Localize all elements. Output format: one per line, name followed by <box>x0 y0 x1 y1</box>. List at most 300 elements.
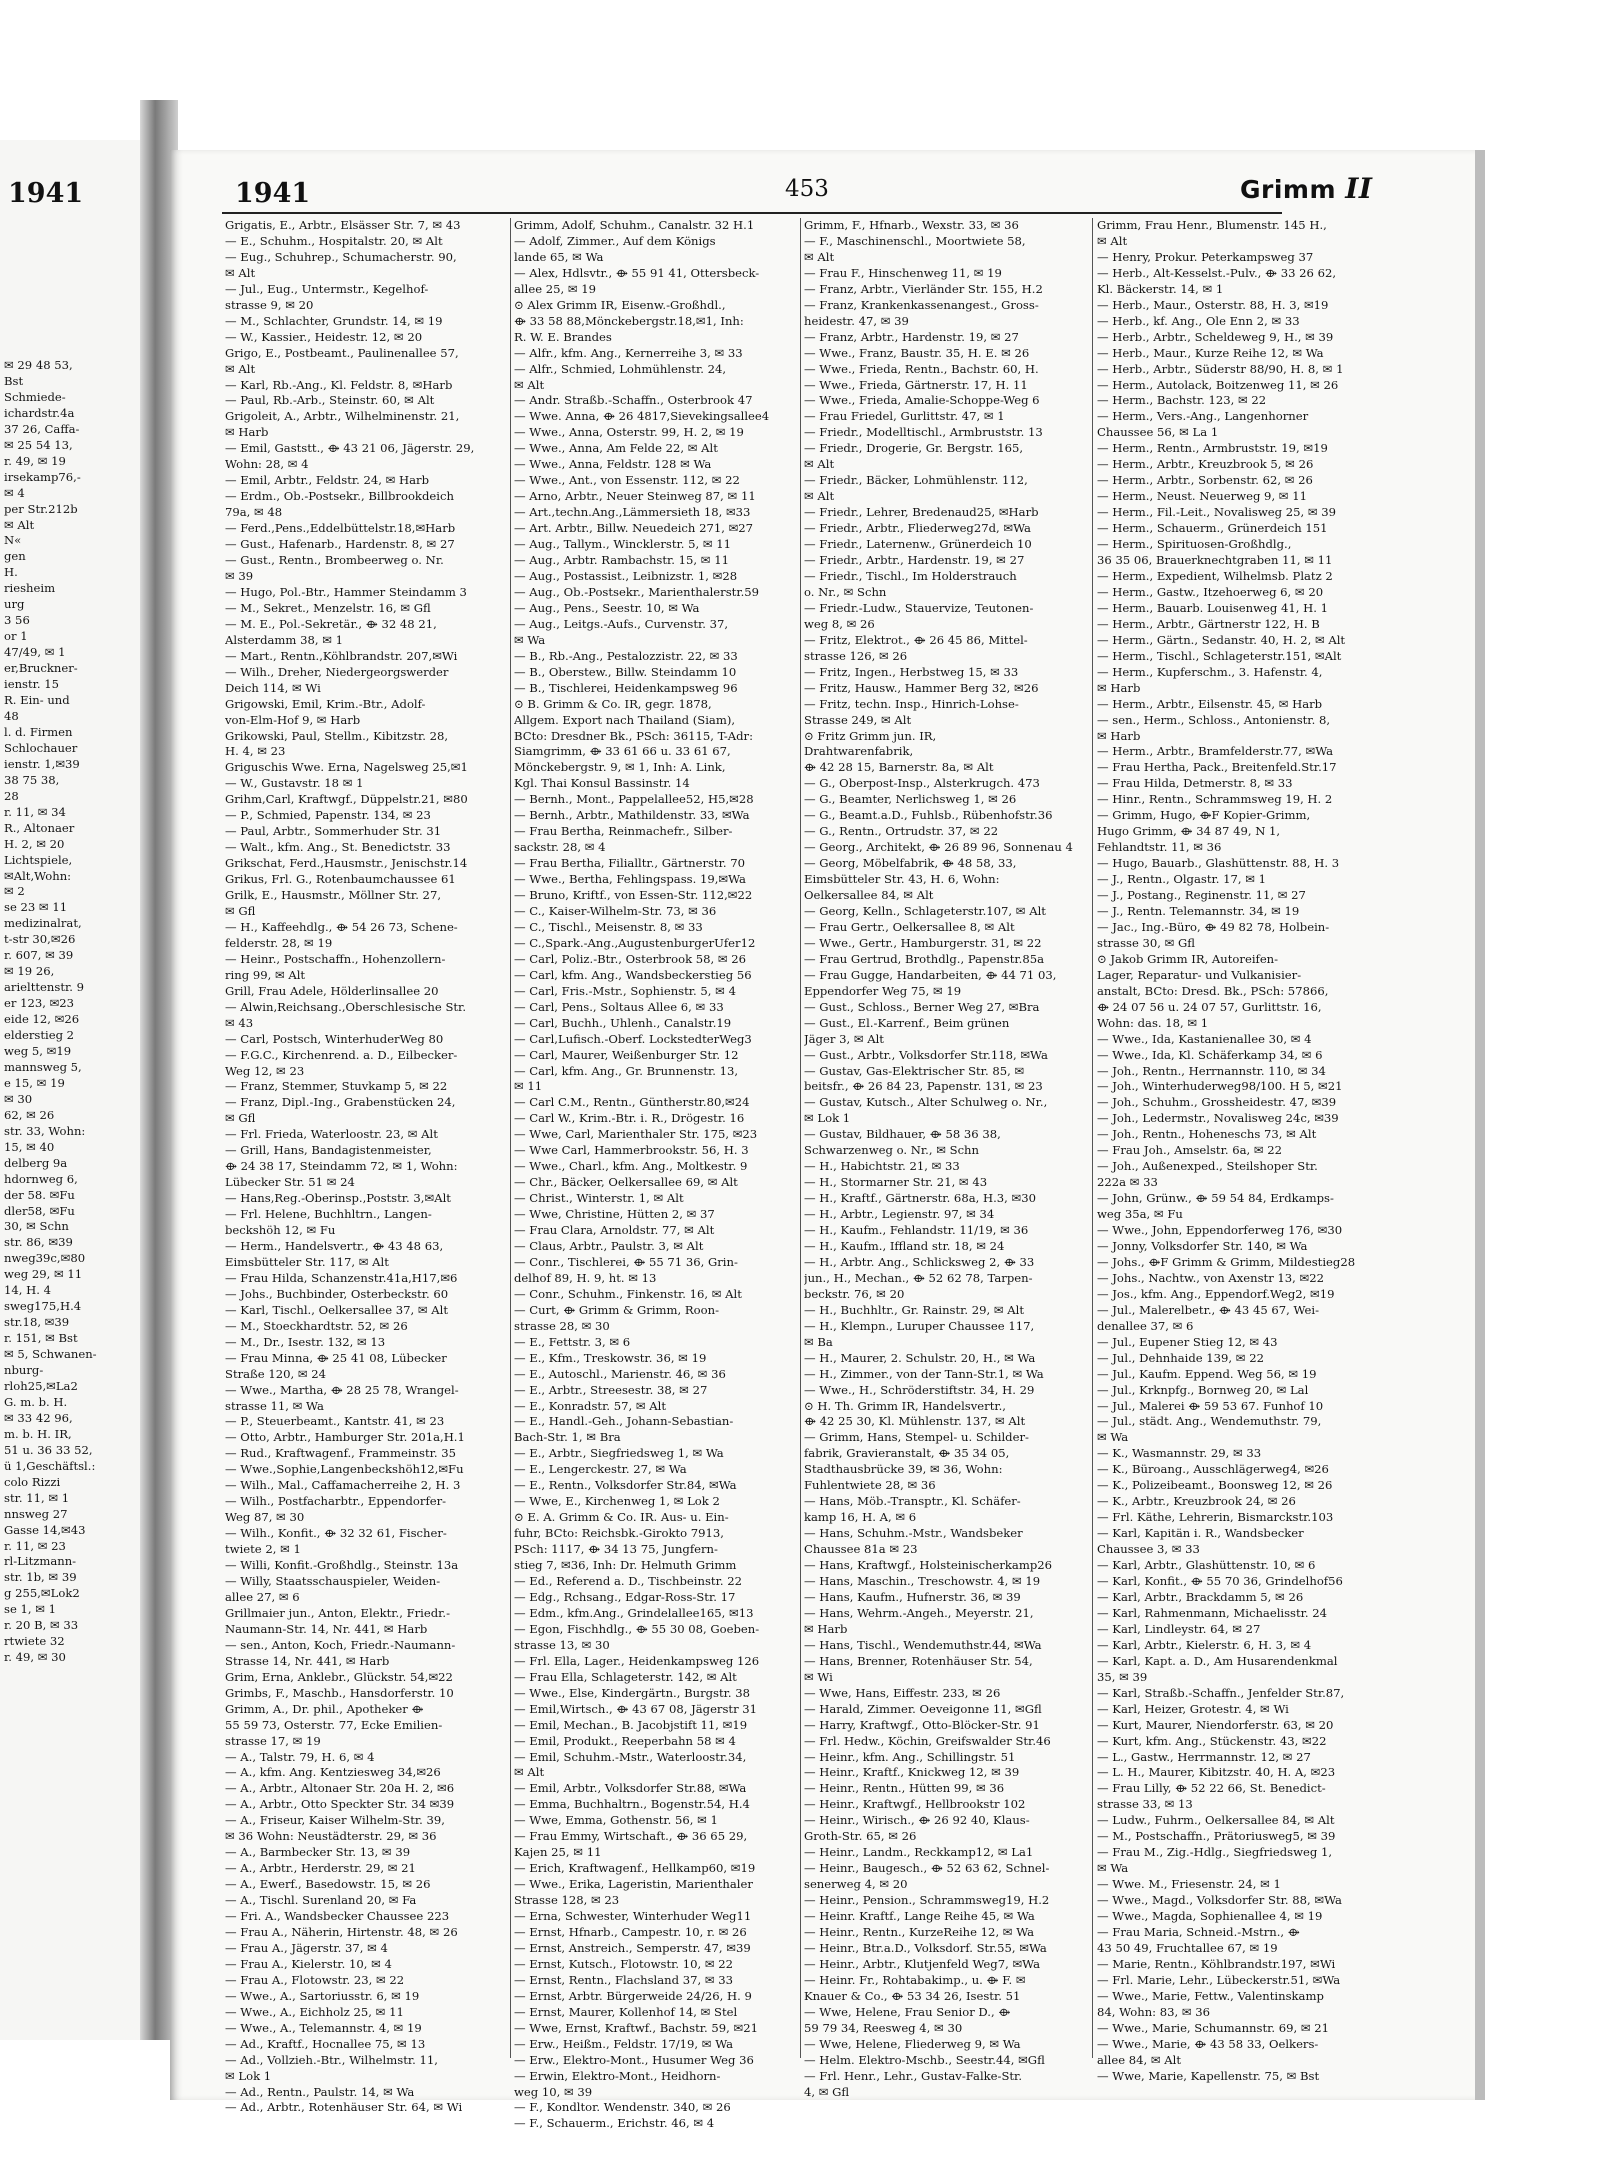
directory-entry-line: — Wwe, E., Kirchenweg 1, ✉ Lok 2 <box>514 1494 720 1509</box>
directory-entry-line: Bach-Str. 1, ✉ Bra <box>514 1430 621 1445</box>
directory-entry-line: — Frl. Ella, Lager., Heidenkampsweg 126 <box>514 1653 760 1668</box>
directory-entry-line: R. W. E. Brandes <box>514 329 612 344</box>
directory-entry-line: — Harry, Kraftwgf., Otto-Blöcker-Str. 91 <box>804 1717 1040 1732</box>
directory-entry-line: — Wwe, Carl, Marienthaler Str. 175, ✉23 <box>514 1127 758 1142</box>
page-edge <box>1475 150 1485 2100</box>
directory-entry-line: — Frau Hertha, Pack., Breitenfeld.Str.17 <box>1097 760 1337 775</box>
directory-entry-line: ✉ Ba <box>804 1334 833 1349</box>
directory-entry-line: — Jul., Eupener Stieg 12, ✉ 43 <box>1097 1334 1278 1349</box>
directory-entry-line: — Wwe, Ernst, Kraftwf., Bachstr. 59, ✉21 <box>514 2020 758 2035</box>
directory-entry-line: Weg 87, ✉ 30 <box>225 1510 305 1525</box>
directory-entry-line: — Hugo, Bauarb., Glashüttenstr. 88, H. 3 <box>1097 856 1340 871</box>
directory-entry-line: — Georg, Möbelfabrik, ⟴ 48 58, 33, <box>804 856 1017 871</box>
directory-entry-line: ✉ Gfl <box>225 1111 256 1126</box>
directory-entry-line: — Frau A., Jägerstr. 37, ✉ 4 <box>225 1940 388 1955</box>
directory-entry-line: — Wwe., Frieda, Rentn., Bachstr. 60, H. <box>804 361 1039 376</box>
directory-entry-line: — E., Arbtr., Streesestr. 38, ✉ 27 <box>514 1382 708 1397</box>
directory-entry-line: — Friedr., Modelltischl., Armbruststr. 13 <box>804 425 1043 440</box>
directory-entry-line: 84, Wohn: 83, ✉ 36 <box>1097 2004 1211 2019</box>
directory-entry-line: — Joh., Schuhm., Grossheidestr. 47, ✉39 <box>1097 1095 1337 1110</box>
directory-entry-line: — Jonny, Volksdorfer Str. 140, ✉ Wa <box>1097 1239 1308 1253</box>
directory-entry-line: Eimsbütteler Str. 117, ✉ Alt <box>225 1254 389 1269</box>
directory-entry-line: 36 35 06, Brauerknechtgraben 11, ✉ 11 <box>1097 553 1333 568</box>
directory-entry-line: Grim, Erna, Anklebr., Glückstr. 54,✉22 <box>225 1669 453 1684</box>
directory-entry-line: — Herm., Arbtr., Kreuzbrook 5, ✉ 26 <box>1097 457 1314 472</box>
directory-entry-line: — Bernh., Mont., Pappelallee52, H5,✉28 <box>514 792 754 807</box>
directory-entry-line: H. 4, ✉ 23 <box>225 744 286 759</box>
directory-entry-line: Grikschat, Ferd.,Hausmstr., Jenischstr.14 <box>225 856 468 871</box>
directory-entry-line: — Alfr., kfm. Ang., Kernerreihe 3, ✉ 33 <box>514 345 743 360</box>
left-page-line: e 15, ✉ 19 <box>4 1075 65 1090</box>
left-page-line: er 123, ✉23 <box>4 996 75 1011</box>
directory-entry-line: — Ad., Vollzieh.-Btr., Wilhelmstr. 11, <box>225 2052 438 2067</box>
directory-entry-line: Strasse 128, ✉ 23 <box>514 1893 620 1908</box>
directory-entry-line: Grigoleit, A., Arbtr., Wilhelminenstr. 21, <box>225 409 460 424</box>
directory-entry-line: — H., Klempn., Luruper Chaussee 117, <box>804 1318 1035 1333</box>
directory-entry-line: — E., Fettstr. 3, ✉ 6 <box>514 1334 631 1349</box>
directory-entry-line: — Wwe., Frieda, Gärtnerstr. 17, H. 11 <box>804 377 1028 392</box>
left-page-line: r. 607, ✉ 39 <box>4 948 74 963</box>
directory-entry-line: — Jul., Dehnhaide 139, ✉ 22 <box>1097 1350 1264 1365</box>
directory-entry-line: — Wwe., Bertha, Fehlingspass. 19,✉Wa <box>514 872 746 887</box>
left-page-line: hdornweg 6, <box>4 1171 78 1186</box>
directory-entry-line: — A., Ewerf., Basedowstr. 15, ✉ 26 <box>225 1877 431 1892</box>
left-page-line: N« <box>4 533 22 548</box>
directory-entry-line: — Johs., Buchbinder, Osterbeckstr. 60 <box>225 1286 449 1301</box>
directory-entry-line: Strasse 249, ✉ Alt <box>804 712 912 727</box>
directory-entry-line: sackstr. 28, ✉ 4 <box>514 840 606 855</box>
directory-entry-line: ⟴ 33 58 88,Mönckebergstr.18,✉1, Inh: <box>514 313 744 328</box>
left-page-line: ✉Alt,Wohn: <box>4 868 72 883</box>
directory-entry-line: felderstr. 28, ✉ 19 <box>225 935 333 950</box>
directory-entry-line: — Wwe., Ant., von Essenstr. 112, ✉ 22 <box>514 473 740 488</box>
directory-entry-line: — K., Arbtr., Kreuzbrook 24, ✉ 26 <box>1097 1494 1296 1509</box>
directory-entry-line: — Carl, kfm. Ang., Gr. Brunnenstr. 13, <box>514 1063 739 1078</box>
directory-entry-line: — Gustav, Bildhauer, ⟴ 58 36 38, <box>804 1127 1001 1142</box>
directory-entry-line: — Erw., Heißm., Feldstr. 17/19, ✉ Wa <box>514 2036 734 2051</box>
directory-entry-line: Grigatis, E., Arbtr., Elsässer Str. 7, ✉ 43 <box>225 218 461 232</box>
directory-entry-line: — Ernst, Anstreich., Semperstr. 47, ✉39 <box>514 1940 751 1955</box>
directory-entry-line: Mönckebergstr. 9, ✉ 1, Inh: A. Link, <box>514 760 726 775</box>
directory-entry-line: ✉ Alt <box>225 361 256 376</box>
directory-entry-line: — Wilh., Dreher, Niedergeorgswerder <box>225 664 449 679</box>
directory-entry-line: ⟴ 42 28 15, Barnerstr. 8a, ✉ Alt <box>804 760 994 775</box>
directory-entry-line: — Erdm., Ob.-Postsekr., Billbrookdeich <box>225 489 454 504</box>
left-page-line: arielttenstr. 9 <box>4 980 85 995</box>
directory-entry-line: — Alwin,Reichsang.,Oberschlesische Str. <box>225 999 466 1014</box>
directory-entry-line: — G., Rentn., Ortrudstr. 37, ✉ 22 <box>804 824 999 839</box>
directory-entry-line: — Ed., Referend a. D., Tischbeinstr. 22 <box>514 1574 742 1589</box>
directory-entry-line: — Paul, Arbtr., Sommerhuder Str. 31 <box>225 824 442 839</box>
directory-entry-line: Weg 12, ✉ 23 <box>225 1063 305 1078</box>
directory-entry-line: — Heinr., Postschaffn., Hohenzollern- <box>225 951 446 966</box>
left-page-line: H. <box>4 565 18 580</box>
directory-entry-line: — E., Rentn., Volksdorfer Str.84, ✉Wa <box>514 1478 737 1493</box>
directory-entry-line: 222a ✉ 33 <box>1097 1175 1158 1190</box>
directory-entry-line: — H., Buchhltr., Gr. Rainstr. 29, ✉ Alt <box>804 1302 1025 1317</box>
directory-entry-line: — Heinr., Landm., Reckkamp12, ✉ La1 <box>804 1845 1034 1860</box>
directory-entry-line: — Karl, Arbtr., Brackdamm 5, ✉ 26 <box>1097 1589 1304 1604</box>
left-page-line: str. 33, Wohn: <box>4 1123 86 1138</box>
directory-entry-line: ring 99, ✉ Alt <box>225 967 306 982</box>
directory-entry-line: — P., Schmied, Papenstr. 134, ✉ 23 <box>225 808 431 823</box>
directory-entry-line: — Fritz, Ingen., Herbstweg 15, ✉ 33 <box>804 664 1019 679</box>
directory-entry-line: — Kurt, kfm. Ang., Stückenstr. 43, ✉22 <box>1097 1733 1327 1748</box>
left-page-line: dler58, ✉Fu <box>4 1203 75 1218</box>
directory-entry-line: — Joh., Rentn., Herrnannstr. 110, ✉ 34 <box>1097 1063 1326 1078</box>
directory-entry-line: — A., Barmbecker Str. 13, ✉ 39 <box>225 1845 411 1860</box>
directory-entry-line: — G., Oberpost-Insp., Alsterkrugch. 473 <box>804 776 1040 791</box>
directory-entry-line: — Heinr., kfm. Ang., Schillingstr. 51 <box>804 1749 1016 1764</box>
directory-entry-line: — Gust., Hafenarb., Hardenstr. 8, ✉ 27 <box>225 537 455 552</box>
directory-entry-line: Fehlandtstr. 11, ✉ 36 <box>1097 840 1222 855</box>
directory-entry-line: ✉ Lok 1 <box>804 1111 851 1126</box>
directory-entry-line: Knauer & Co., ⟴ 53 34 26, Isestr. 51 <box>804 1988 1021 2003</box>
directory-entry-line: strasse 13, ✉ 30 <box>514 1637 610 1652</box>
directory-entry-line: ✉ 11 <box>514 1079 543 1094</box>
left-page-line: ✉ 19 26, <box>4 964 55 979</box>
directory-entry-line: — Egon, Fischhdlg., ⟴ 55 30 08, Goeben- <box>514 1621 760 1636</box>
directory-entry-line: — Wwe., John, Eppendorferweg 176, ✉30 <box>1097 1223 1343 1238</box>
directory-entry-line: Grimm, Frau Henr., Blumenstr. 145 H., <box>1097 218 1327 232</box>
directory-entry-line: Chaussee 56, ✉ La 1 <box>1097 425 1219 440</box>
left-page-line: m. b. H. IR, <box>4 1426 72 1441</box>
directory-entry-line: ✉ Gfl <box>225 903 256 918</box>
directory-entry-line: Chaussee 81a ✉ 23 <box>804 1542 918 1557</box>
directory-entry-line: — Ernst, Arbtr. Bürgerweide 24/26, H. 9 <box>514 1988 752 2003</box>
directory-entry-line: — Johs., ⟴F Grimm & Grimm, Mildestieg28 <box>1097 1254 1356 1269</box>
directory-entry-line: — Frl. Frieda, Waterloostr. 23, ✉ Alt <box>225 1127 438 1142</box>
left-page-line: 3 56 <box>4 613 30 628</box>
directory-entry-line: — Henry, Prokur. Peterkampsweg 37 <box>1097 249 1314 264</box>
directory-entry-line: — Friedr., Tischl., Im Holderstrauch <box>804 568 1017 583</box>
directory-entry-line: — Joh., Winterhuderweg98/100. H 5, ✉21 <box>1097 1079 1343 1094</box>
directory-entry-line: — Herm., Schauerm., Grünerdeich 151 <box>1097 521 1328 536</box>
left-page-line: weg 29, ✉ 11 <box>4 1267 83 1282</box>
directory-entry-line: — Karl, Rahmenmann, Michaelisstr. 24 <box>1097 1605 1328 1620</box>
directory-entry-line: — Ernst, Maurer, Kollenhof 14, ✉ Stel <box>514 2004 738 2019</box>
directory-entry-line: — Carl, Fris.-Mstr., Sophienstr. 5, ✉ 4 <box>514 983 736 998</box>
directory-entry-line: — M., Sekret., Menzelstr. 16, ✉ Gfl <box>225 600 431 615</box>
directory-entry-line: — Wwe., Erika, Lageristin, Marienthaler <box>514 1877 753 1892</box>
directory-entry-line: — K., Büroang., Ausschlägerweg4, ✉26 <box>1097 1462 1329 1477</box>
directory-entry-line: — Chr., Bäcker, Oelkersallee 69, ✉ Alt <box>514 1175 738 1190</box>
directory-entry-line: — Heinr., Btr.a.D., Volksdorf. Str.55, ✉Wa <box>804 1940 1047 1955</box>
directory-entry-line: Kajen 25, ✉ 11 <box>514 1845 602 1860</box>
directory-entry-line: — Adolf, Zimmer., Auf dem Königs <box>514 233 716 248</box>
directory-entry-line: Drahtwarenfabrik, <box>804 744 914 759</box>
directory-entry-line: — E., Kfm., Treskowstr. 36, ✉ 19 <box>514 1350 707 1365</box>
directory-entry-line: strasse 9, ✉ 20 <box>225 297 314 312</box>
directory-entry-line: — Christ., Winterstr. 1, ✉ Alt <box>514 1191 684 1206</box>
directory-entry-line: — Frl. Marie, Lehr., Lübeckerstr.51, ✉Wa <box>1097 1972 1341 1987</box>
directory-entry-line: — Herm., Fil.-Leit., Novalisweg 25, ✉ 39 <box>1097 505 1337 520</box>
directory-entry-line: — Heinr., Kraftf., Knickweg 12, ✉ 39 <box>804 1765 1020 1780</box>
directory-entry-line: 79a, ✉ 48 <box>225 505 283 520</box>
directory-entry-line: ✉ Alt <box>514 377 545 392</box>
directory-entry-line: ⟴ 24 38 17, Steindamm 72, ✉ 1, Wohn: <box>225 1159 458 1174</box>
directory-entry-line: anstalt, BCto: Dresd. Bk., PSch: 57866, <box>1097 983 1329 998</box>
left-page-line: str. 1b, ✉ 39 <box>4 1570 77 1585</box>
directory-entry-line: — Friedr., Drogerie, Gr. Bergstr. 165, <box>804 441 1024 456</box>
directory-entry-line: — Franz, Arbtr., Vierländer Str. 155, H.2 <box>804 281 1043 296</box>
directory-entry-line: ✉ Alt <box>804 489 835 504</box>
directory-entry-line: — Grimm, Hans, Stempel- u. Schilder- <box>804 1430 1029 1445</box>
directory-entry-line: Stadthausbrücke 39, ✉ 36, Wohn: <box>804 1462 1003 1477</box>
directory-entry-line: Naumann-Str. 14, Nr. 441, ✉ Harb <box>225 1621 428 1636</box>
left-page-line: mannsweg 5, <box>4 1059 82 1074</box>
left-page-line: irsekamp76,- <box>4 469 81 484</box>
left-page-line: r. 49, ✉ 30 <box>4 1650 66 1665</box>
directory-entry-line: — H., Kaffeehdlg., ⟴ 54 26 73, Schene- <box>225 919 458 934</box>
directory-entry-line: — Frau M., Zig.-Hdlg., Siegfriedsweg 1, <box>1097 1845 1333 1860</box>
directory-entry-line: — P., Steuerbeamt., Kantstr. 41, ✉ 23 <box>225 1414 445 1429</box>
directory-entry-line: — Wwe., Magd., Volksdorfer Str. 88, ✉Wa <box>1097 1893 1342 1908</box>
directory-entry-line: strasse 11, ✉ Wa <box>225 1398 324 1413</box>
directory-entry-line: — Ernst, Kutsch., Flotowstr. 10, ✉ 22 <box>514 1956 734 1971</box>
left-page-line: or 1 <box>4 629 28 644</box>
directory-entry-line: — Kurt, Maurer, Niendorferstr. 63, ✉ 20 <box>1097 1717 1334 1732</box>
directory-entry-line: — Franz, Krankenkassenangest., Gross- <box>804 297 1039 312</box>
left-page-line: r. 49, ✉ 19 <box>4 453 66 468</box>
directory-entry-line: — Friedr., Arbtr., Hardenstr. 19, ✉ 27 <box>804 553 1025 568</box>
directory-entry-line: — Wwe., A., Telemannstr. 4, ✉ 19 <box>225 2020 422 2035</box>
directory-entry-line: — Karl, Konfit., ⟴ 55 70 36, Grindelhof56 <box>1097 1574 1343 1589</box>
directory-entry-line: — Wwe., Anna, Feldstr. 128 ✉ Wa <box>514 457 712 472</box>
directory-entry-line: — Hans, Wehrm.-Angeh., Meyerstr. 21, <box>804 1605 1034 1620</box>
directory-entry-line: — Erwin, Elektro-Mont., Heidhorn- <box>514 2068 721 2083</box>
directory-entry-line: — Hans, Kraftwgf., Holsteinischerkamp26 <box>804 1558 1053 1573</box>
left-page-line: nnsweg 27 <box>4 1506 68 1521</box>
directory-entry-line: — Fritz, Elektrot., ⟴ 26 45 86, Mittel- <box>804 632 1028 647</box>
directory-entry-line: — Wwe., Else, Kindergärtn., Burgstr. 38 <box>514 1685 751 1700</box>
directory-entry-line: von-Elm-Hof 9, ✉ Harb <box>225 712 361 727</box>
directory-entry-line: — Otto, Arbtr., Hamburger Str. 201a,H.1 <box>225 1430 465 1445</box>
directory-entry-line: Oelkersallee 84, ✉ Alt <box>804 888 934 903</box>
directory-entry-line: Grigowski, Emil, Krim.-Btr., Adolf- <box>225 696 426 711</box>
left-page-line: 37 26, Caffa- <box>4 421 80 436</box>
directory-entry-line: fuhr, BCto: Reichsbk.-Girokto 7913, <box>514 1526 724 1541</box>
directory-entry-line: — Wwe., Frieda, Amalie-Schoppe-Weg 6 <box>804 393 1040 408</box>
directory-entry-line: — Joh., Außenexped., Steilshoper Str. <box>1097 1159 1318 1174</box>
directory-entry-line: ⊙ H. Th. Grimm IR, Handelsvertr., <box>804 1398 1006 1413</box>
directory-entry-line: — Grill, Hans, Bandagistenmeister, <box>225 1143 432 1158</box>
header-rule <box>222 212 1282 214</box>
left-page-line: eide 12, ✉26 <box>4 1012 80 1027</box>
left-page-line: sweg175,H.4 <box>4 1299 82 1314</box>
directory-entry-line: — C., Tischl., Meisenstr. 8, ✉ 33 <box>514 919 703 934</box>
directory-entry-line: — Wwe., A., Eichholz 25, ✉ 11 <box>225 2004 404 2019</box>
directory-entry-line: — Frl. Helene, Buchhltrn., Langen- <box>225 1207 432 1222</box>
directory-entry-line: — Herm., Gastw., Itzehoerweg 6, ✉ 20 <box>1097 584 1324 599</box>
directory-entry-line: strasse 28, ✉ 30 <box>514 1318 610 1333</box>
directory-entry-line: Siamgrimm, ⟴ 33 61 66 u. 33 61 67, <box>514 744 731 759</box>
directory-entry-line: — A., kfm. Ang. Kentziesweg 34,✉26 <box>225 1765 441 1780</box>
directory-entry-line: 43 50 49, Fruchtallee 67, ✉ 19 <box>1097 1940 1278 1955</box>
directory-entry-line: — A., Friseur, Kaiser Wilhelm-Str. 39, <box>225 1813 445 1828</box>
left-page-line: rtwiete 32 <box>4 1634 65 1649</box>
directory-entry-line: — Wwe., Martha, ⟴ 28 25 78, Wrangel- <box>225 1382 459 1397</box>
directory-entry-line: Groth-Str. 65, ✉ 26 <box>804 1829 917 1844</box>
left-page-line: t-str 30,✉26 <box>4 932 76 947</box>
directory-entry-line: — H., Kaufm., Iffland str. 18, ✉ 24 <box>804 1239 1005 1253</box>
directory-entry-line: — Carl, kfm. Ang., Wandsbeckerstieg 56 <box>514 967 752 982</box>
directory-entry-line: — Wwe., Anna, Osterstr. 99, H. 2, ✉ 19 <box>514 425 744 440</box>
directory-entry-line: — Hans, Maschin., Treschowstr. 4, ✉ 19 <box>804 1574 1041 1589</box>
directory-entry-line: — Wwe., Gertr., Hamburgerstr. 31, ✉ 22 <box>804 935 1042 950</box>
directory-entry-line: — Heinr., Rentn., KurzeReihe 12, ✉ Wa <box>804 1924 1035 1939</box>
directory-entry-line: — Wwe, Hans, Eiffestr. 233, ✉ 26 <box>804 1685 1001 1700</box>
directory-entry-line: — Jul., städt. Ang., Wendemuthstr. 79, <box>1097 1414 1322 1429</box>
directory-entry-line: — Herb., kf. Ang., Ole Enn 2, ✉ 33 <box>1097 313 1300 328</box>
directory-entry-line: — M., Dr., Isestr. 132, ✉ 13 <box>225 1334 386 1349</box>
directory-entry-line: ✉ Harb <box>804 1621 848 1636</box>
directory-entry-line: — Jul., Eug., Untermstr., Kegelhof- <box>225 281 429 296</box>
directory-entry-line: — Karl, Kapitän i. R., Wandsbecker <box>1097 1526 1304 1541</box>
directory-entry-line: 59 79 34, Reesweg 4, ✉ 30 <box>804 2020 963 2035</box>
directory-entry-line: ✉ 36 Wohn: Neustädterstr. 29, ✉ 36 <box>225 1829 437 1844</box>
directory-entry-line: Grimm, Adolf, Schuhm., Canalstr. 32 H.1 <box>514 218 755 232</box>
directory-entry-line: — Hinr., Rentn., Schrammsweg 19, H. 2 <box>1097 792 1333 807</box>
directory-entry-line: — Herb., Maur., Osterstr. 88, H. 3, ✉19 <box>1097 297 1329 312</box>
directory-entry-line: — F., Maschinenschl., Moortwiete 58, <box>804 233 1026 248</box>
directory-entry-line: 55 59 73, Osterstr. 77, Ecke Emilien- <box>225 1717 443 1732</box>
directory-entry-line: — Karl, Arbtr., Kielerstr. 6, H. 3, ✉ 4 <box>1097 1637 1312 1652</box>
directory-entry-line: Wohn: 28, ✉ 4 <box>225 457 309 472</box>
directory-entry-line: — Herm., Arbtr., Sorbenstr. 62, ✉ 26 <box>1097 473 1313 488</box>
directory-entry-line: Kl. Bäckerstr. 14, ✉ 1 <box>1097 281 1224 296</box>
directory-entry-line: — Walt., kfm. Ang., St. Benedictstr. 33 <box>225 840 451 855</box>
left-page-line: ✉ Alt <box>4 517 35 532</box>
directory-entry-line: — Wwe Carl, Hammerbrookstr. 56, H. 3 <box>514 1143 749 1158</box>
left-page-line: ienstr. 15 <box>4 677 60 692</box>
directory-entry-line: ⟴ 42 25 30, Kl. Mühlenstr. 137, ✉ Alt <box>804 1414 1026 1429</box>
directory-entry-line: — Frau Hilda, Schanzenstr.41a,H17,✉6 <box>225 1270 458 1285</box>
directory-entry-line: — Jul., Malerelbetr., ⟴ 43 45 67, Wei- <box>1097 1302 1320 1317</box>
directory-entry-line: beckshöh 12, ✉ Fu <box>225 1223 336 1238</box>
directory-entry-line: — Wwe., H., Schröderstiftstr. 34, H. 29 <box>804 1382 1035 1397</box>
directory-entry-line: — Wwe., Magda, Sophienallee 4, ✉ 19 <box>1097 1909 1323 1924</box>
left-page-line: weg 5, ✉19 <box>4 1043 72 1058</box>
left-page-line: g 255,✉Lok2 <box>4 1586 80 1601</box>
directory-entry-line: — A., Arbtr., Altonaer Str. 20a H. 2, ✉6 <box>225 1781 455 1796</box>
directory-entry-line: — W., Gustavstr. 18 ✉ 1 <box>225 776 364 791</box>
directory-entry-line: ✉ Harb <box>1097 728 1141 743</box>
directory-entry-line: — Emil, Gaststt., ⟴ 43 21 06, Jägerstr. 29, <box>225 441 475 456</box>
left-page-line: 30, ✉ Schn <box>4 1219 69 1234</box>
directory-entry-line: — H., Zimmer., von der Tann-Str.1, ✉ Wa <box>804 1366 1044 1381</box>
directory-entry-line: — Erna, Schwester, Winterhuder Weg11 <box>514 1909 752 1924</box>
directory-entry-line: — H., Arbtr., Legienstr. 97, ✉ 34 <box>804 1207 995 1222</box>
directory-entry-line: — Frau Bertha, Reinmachefr., Silber- <box>514 824 733 839</box>
directory-entry-line: — Frau A., Näherin, Hirtenstr. 48, ✉ 26 <box>225 1924 458 1939</box>
directory-entry-line: ⊙ Jakob Grimm IR, Autoreifen- <box>1097 951 1279 966</box>
directory-entry-line: — Emil, Schuhm.-Mstr., Waterloostr.34, <box>514 1749 747 1764</box>
directory-entry-line: jun., H., Mechan., ⟴ 52 62 78, Tarpen- <box>804 1270 1033 1285</box>
directory-entry-line: — Friedr., Arbtr., Fliederweg27d, ✉Wa <box>804 521 1031 536</box>
directory-entry-line: — F., Kondltor. Wendenstr. 340, ✉ 26 <box>514 2100 731 2115</box>
directory-entry-line: — Jul., Malerei ⟴ 59 53 67. Funhof 10 <box>1097 1398 1324 1413</box>
directory-entry-line: Allgem. Export nach Thailand (Siam), <box>514 712 736 727</box>
directory-entry-line: — Heinr., Rentn., Hütten 99, ✉ 36 <box>804 1781 1005 1796</box>
directory-entry-line: — Ernst, Rentn., Flachsland 37, ✉ 33 <box>514 1972 734 1987</box>
left-page-line: 51 u. 36 33 52, <box>4 1442 93 1457</box>
directory-entry-line: weg 10, ✉ 39 <box>514 2084 593 2099</box>
directory-entry-line: — Heinr., Baugesch., ⟴ 52 63 62, Schnel- <box>804 1861 1050 1876</box>
directory-entry-line: — Bernh., Arbtr., Mathildenstr. 33, ✉Wa <box>514 808 750 823</box>
directory-entry-line: — Wwe, Helene, Fliederweg 9, ✉ Wa <box>804 2036 1021 2051</box>
left-page-line: ✉ 29 48 53, <box>4 358 73 372</box>
directory-entry-line: — Herm., Bachstr. 123, ✉ 22 <box>1097 393 1267 408</box>
directory-entry-line: — Carl, Buchh., Uhlenh., Canalstr.19 <box>514 1015 732 1030</box>
directory-entry-line: — Herb., Alt-Kesselst.-Pulv., ⟴ 33 26 62, <box>1097 265 1337 280</box>
directory-entry-line: — Wilh., Postfacharbtr., Eppendorfer- <box>225 1494 447 1509</box>
left-page-line: R. Ein- und <box>4 693 70 708</box>
column-divider <box>510 218 511 2058</box>
left-page-line: 47/49, ✉ 1 <box>4 645 66 660</box>
left-page-line: 15, ✉ 40 <box>4 1139 55 1154</box>
directory-entry-line: — sen., Anton, Koch, Friedr.-Naumann- <box>225 1637 456 1652</box>
directory-entry-line: — Frau A., Kielerstr. 10, ✉ 4 <box>225 1956 392 1971</box>
directory-entry-line: PSch: 1117, ⟴ 34 13 75, Jungfern- <box>514 1542 718 1557</box>
directory-entry-line: Wohn: das. 18, ✉ 1 <box>1097 1015 1209 1030</box>
directory-entry-line: BCto: Dresdner Bk., PSch: 36115, T-Adr: <box>514 728 754 743</box>
left-page-line: 48 <box>4 708 19 723</box>
directory-entry-line: — Hans,Reg.-Oberinsp.,Poststr. 3,✉Alt <box>225 1191 451 1206</box>
directory-entry-line: — Claus, Arbtr., Paulstr. 3, ✉ Alt <box>514 1239 704 1253</box>
left-page-line: er,Bruckner- <box>4 661 78 676</box>
directory-entry-line: — Hans, Möb.-Transptr., Kl. Schäfer- <box>804 1494 1021 1509</box>
directory-entry-line: — Carl,Lufisch.-Oberf. LockstedterWeg3 <box>514 1031 752 1046</box>
directory-entry-line: — C., Kaiser-Wilhelm-Str. 73, ✉ 36 <box>514 903 717 918</box>
directory-entry-line: — Georg, Kelln., Schlageterstr.107, ✉ Alt <box>804 903 1046 918</box>
directory-entry-line: ⊙ B. Grimm & Co. IR, gegr. 1878, <box>514 696 712 711</box>
directory-entry-line: — L., Gastw., Herrmannstr. 12, ✉ 27 <box>1097 1749 1311 1764</box>
directory-entry-line: Deich 114, ✉ Wi <box>225 680 321 695</box>
directory-entry-line: — W., Kassier., Heidestr. 12, ✉ 20 <box>225 329 423 344</box>
directory-entry-line: — Frl. Henr., Lehr., Gustav-Falke-Str. <box>804 2068 1023 2083</box>
directory-entry-line: — Jac., Ing.-Büro, ⟴ 49 82 78, Holbein- <box>1097 919 1330 934</box>
directory-entry-line: strasse 17, ✉ 19 <box>225 1733 321 1748</box>
directory-entry-line: — Frau Minna, ⟴ 25 41 08, Lübecker <box>225 1350 447 1365</box>
directory-entry-line: — Hans, Schuhm.-Mstr., Wandsbeker <box>804 1526 1023 1541</box>
left-page-line: se 23 ✉ 11 <box>4 900 68 915</box>
directory-entry-line: — E., Autoschl., Marienstr. 46, ✉ 36 <box>514 1366 726 1381</box>
directory-entry-line: — Franz, Dipl.-Ing., Grabenstücken 24, <box>225 1095 456 1110</box>
column-divider <box>1092 218 1093 2058</box>
directory-entry-line: — Heinr., Kraftwgf., Hellbrookstr 102 <box>804 1797 1026 1812</box>
directory-entry-line: — Hans, Brenner, Rotenhäuser Str. 54, <box>804 1653 1033 1668</box>
left-page-line: gen <box>4 549 26 564</box>
directory-entry-line: — Frl. Hedw., Köchin, Greifswalder Str.46 <box>804 1733 1051 1748</box>
section-heading <box>1240 172 1372 205</box>
directory-entry-line: — Gust., El.-Karrenf., Beim grünen <box>804 1015 1010 1030</box>
directory-entry-line: ✉ Lok 1 <box>225 2068 272 2083</box>
directory-entry-line: ✉ Wa <box>1097 1861 1129 1876</box>
left-page-line: ✉ 4 <box>4 485 25 500</box>
left-page-line: se 1, ✉ 1 <box>4 1602 57 1617</box>
directory-entry-line: — Aug., Ob.-Postsekr., Marienthalerstr.59 <box>514 584 760 599</box>
directory-entry-line: — Wwe, Marie, Kapellenstr. 75, ✉ Bst <box>1097 2068 1320 2083</box>
directory-entry-line: — G., Beamter, Nerlichsweg 1, ✉ 26 <box>804 792 1017 807</box>
directory-entry-line: — M., Schlachter, Grundstr. 14, ✉ 19 <box>225 313 443 328</box>
directory-entry-line: — Herm., Vers.-Ang., Langenhorner <box>1097 409 1309 424</box>
directory-entry-line: — H., Habichtstr. 21, ✉ 33 <box>804 1159 960 1174</box>
section-marker: II <box>1345 172 1373 205</box>
directory-entry-line: Kgl. Thai Konsul Bassinstr. 14 <box>514 776 690 791</box>
directory-entry-line: — Fri. A., Wandsbecker Chaussee 223 <box>225 1909 450 1924</box>
directory-entry-line: — Frau Joh., Amselstr. 6a, ✉ 22 <box>1097 1143 1283 1158</box>
